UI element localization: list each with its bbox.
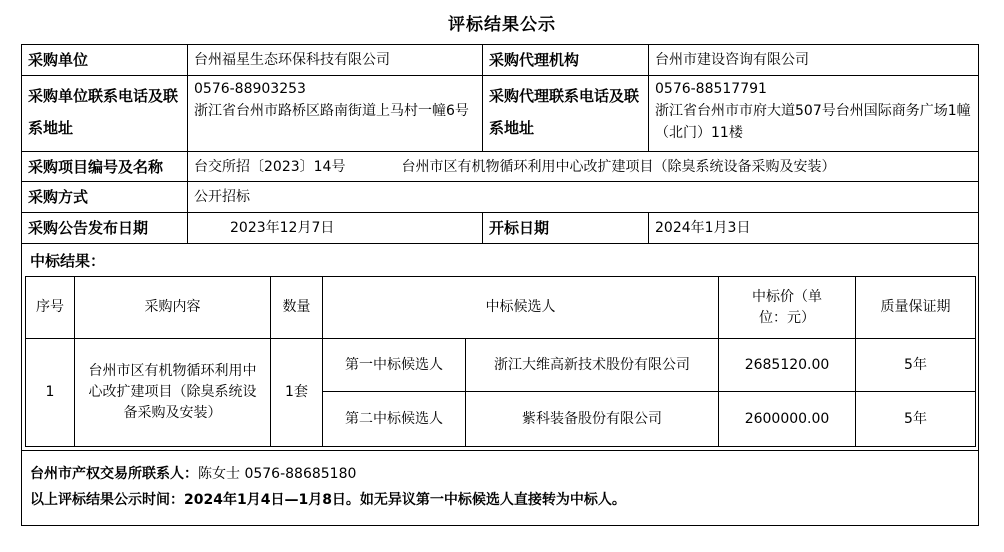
purchaser-contact-value (188, 76, 483, 152)
purchaser-contact-label: 采购单位联系电话及联系地址 (22, 76, 188, 152)
candidate-1-warranty: 5年 (856, 339, 975, 392)
header-content: 采购内容 (75, 277, 271, 339)
project-name: 台州市区有机物循环利用中心改扩建项目（除臭系统设备采购及安装） (401, 158, 836, 175)
section-divider (22, 450, 978, 451)
result-label: 中标结果： (30, 252, 106, 270)
winning-bid-table (25, 276, 976, 447)
candidate-1-company: 浙江大维高新技术股份有限公司 (466, 339, 719, 392)
agency-label: 采购代理机构 (483, 45, 649, 76)
announce-date-value: 2023年12月7日 (188, 213, 483, 244)
purchaser-phone: 0576-88903253 (194, 81, 306, 97)
exchange-contact-value: 陈女士 0576-88685180 (198, 466, 357, 482)
method-value: 公开招标 (188, 182, 978, 213)
agency-contact-value (649, 76, 978, 152)
open-date-label: 开标日期 (483, 213, 649, 244)
publicity-notice: 以上评标结果公示时间：2024年1月4日—1月8日。如无异议第一中标候选人直接转为中标人。 (30, 492, 626, 508)
row-no: 1 (26, 339, 75, 446)
page-title: 评标结果公示 (448, 15, 556, 35)
row-content: 台州市区有机物循环利用中心改扩建项目（除臭系统设备采购及安装） (75, 339, 271, 446)
header-candidate: 中标候选人 (323, 277, 719, 339)
purchaser-address: 浙江省台州市路桥区路南街道上马村一幢6号 (194, 103, 469, 119)
header-price: 中标价（单位：元） (719, 277, 856, 339)
candidate-1-price: 2685120.00 (719, 339, 856, 392)
header-warranty: 质量保证期 (856, 277, 975, 339)
agency-value: 台州市建设咨询有限公司 (649, 45, 978, 76)
project-number: 台交所招〔2023〕14号 (194, 158, 346, 175)
candidate-2-warranty: 5年 (904, 410, 927, 427)
header-no: 序号 (26, 277, 75, 339)
purchaser-label: 采购单位 (22, 45, 188, 76)
method-label: 采购方式 (22, 182, 188, 213)
project-value (188, 152, 978, 182)
candidate-2-rank: 第二中标候选人 (323, 392, 466, 446)
header-qty: 数量 (271, 277, 323, 339)
exchange-contact-label: 台州市产权交易所联系人： (30, 466, 198, 482)
candidate-1-rank: 第一中标候选人 (323, 339, 466, 392)
result-announcement-table (21, 44, 979, 526)
announce-date-label: 采购公告发布日期 (22, 213, 188, 244)
open-date-value: 2024年1月3日 (649, 213, 978, 244)
agency-phone: 0576-88517791 (655, 81, 767, 97)
exchange-contact (30, 464, 356, 484)
project-label: 采购项目编号及名称 (22, 152, 188, 182)
candidate-2-price: 2600000.00 (719, 392, 856, 446)
agency-contact-label: 采购代理联系电话及联系地址 (483, 76, 649, 152)
agency-address: 浙江省台州市市府大道507号台州国际商务广场1幢（北门）11楼 (655, 103, 971, 141)
purchaser-value: 台州福星生态环保科技有限公司 (188, 45, 483, 76)
row-qty: 1套 (271, 339, 323, 446)
candidate-2-company: 紫科装备股份有限公司 (466, 392, 719, 446)
